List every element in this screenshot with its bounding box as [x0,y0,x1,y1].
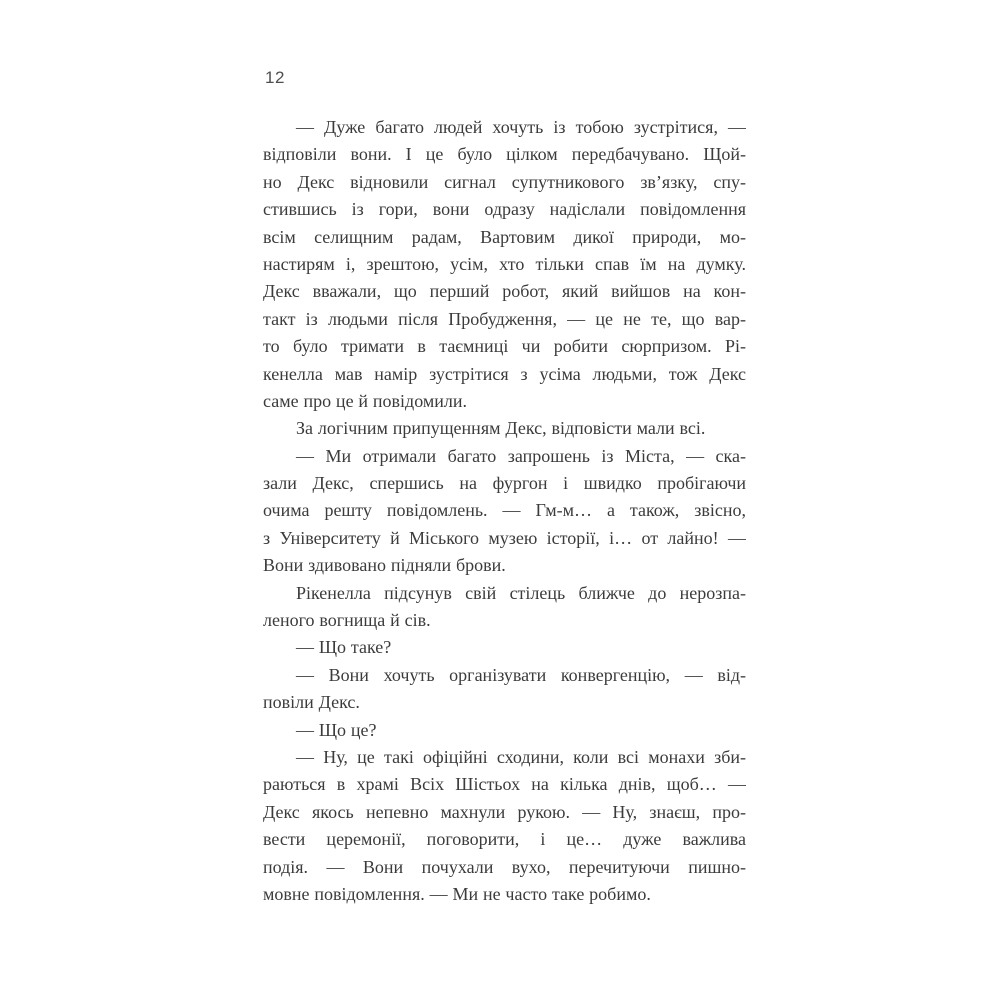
text-line: очима решту повідомлень. — Гм-м… а також, звісно, [263,500,746,521]
text-line: повіли Декс. [263,692,360,713]
text-line: зали Декс, спершись на фургон і швидко пробігаючи [263,473,746,494]
text-line: саме про це й повідомили. [263,390,467,411]
paragraph [263,717,746,744]
text-line: такт із людьми після Пробудження, — це не те, що вар- [263,308,746,329]
text-line: Декс вважали, що перший робот, який вийшов на кон- [263,281,746,302]
text-line: з Університету й Міського музею історії, і… от лайно! — [263,527,746,548]
text-line: За логічним припущенням Декс, відповісти мали всі. [296,418,706,439]
text-line: раються в храмі Всіх Шістьох на кілька днів, щоб… — [263,774,746,795]
paragraph [263,580,746,635]
paragraph [263,662,746,717]
paragraph [263,443,746,580]
text-line: — Що це? [296,719,377,740]
text-line: настирям і, зрештою, усім, хто тільки спав їм на думку. [263,253,746,274]
text-line: — Ну, це такі офіційні сходини, коли всі монахи зби- [296,746,746,767]
text-line: — Що таке? [296,637,392,658]
text-line: всім селищним радам, Вартовим дикої природи, мо- [263,226,746,247]
text-line: Вони здивовано підняли брови. [263,555,506,576]
paragraph [263,114,746,415]
text-line: — Ми отримали багато запрошень із Міста, — ска- [296,445,746,466]
text-line: вести церемонії, поговорити, і це… дуже важлива [263,829,746,850]
page-number: 12 [265,68,285,87]
text-line: стившись із гори, вони одразу надіслали повідомлення [263,199,746,220]
text-line: мовне повідомлення. — Ми не часто таке робимо. [263,883,651,904]
paragraph [263,415,746,442]
text-line: — Дуже багато людей хочуть із тобою зустрітися, — [296,117,746,137]
text-line: то було тримати в таємниці чи робити сюрпризом. Рі- [263,336,746,357]
text-line: леного вогнища й сів. [263,610,431,631]
text-line: кенелла мав намір зустрітися з усіма людьми, тож Декс [263,363,746,384]
text-line: відповіли вони. І це було цілком передбачувано. Щой- [263,144,746,165]
text-line: но Декс відновили сигнал супутникового зв’язку, спу- [263,171,746,192]
paragraph [263,744,746,908]
page-text [263,114,746,908]
text-line: подія. — Вони почухали вухо, перечитуючи пишно- [263,856,746,877]
paragraph [263,634,746,661]
text-line: — Вони хочуть організувати конвергенцію, — від- [296,664,746,685]
text-line: Декс якось непевно махнули рукою. — Ну, знаєш, про- [263,801,746,822]
text-line: Рікенелла підсунув свій стілець ближче до нерозпа- [296,582,746,603]
